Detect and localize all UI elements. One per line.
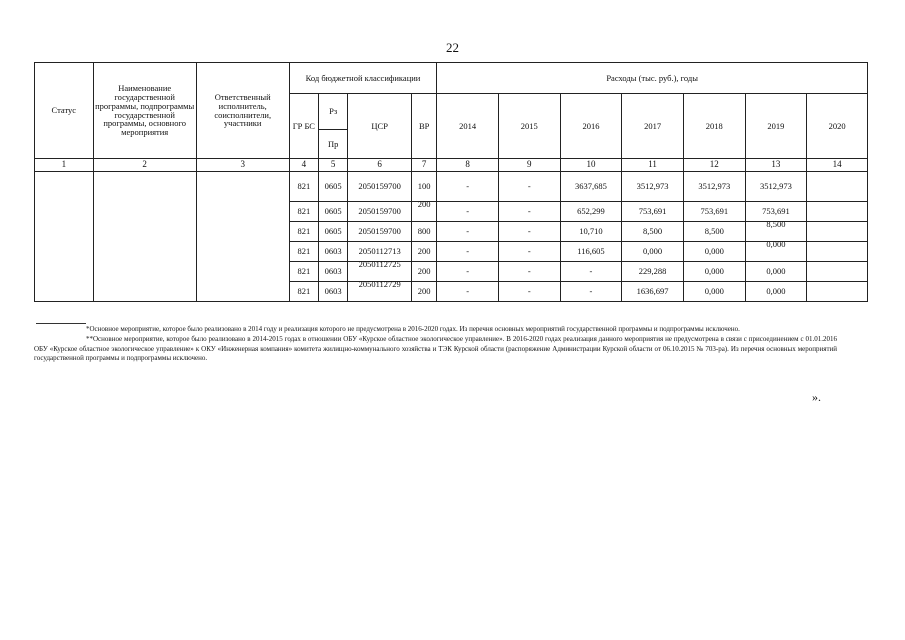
executor-cell (196, 172, 289, 302)
column-number: 11 (622, 159, 684, 172)
value-cell: 3512,973 (745, 172, 807, 202)
header-row-1 (35, 63, 868, 94)
value-cell (807, 222, 868, 242)
value-cell: 116,605 (560, 242, 622, 262)
header-csr: ЦСР (348, 94, 412, 159)
name-cell (93, 172, 196, 302)
grbs-cell: 821 (289, 282, 318, 302)
page-number: 22 (446, 40, 459, 55)
value-cell: - (498, 242, 560, 262)
column-number: 2 (93, 159, 196, 172)
vr-cell: 200 (412, 262, 437, 282)
value-cell: - (560, 282, 622, 302)
csr-value: 2050112729 (358, 279, 401, 290)
value-cell: 753,691 (683, 202, 745, 222)
budget-table (34, 62, 868, 302)
footnote-1: *Основное мероприятие, которое было реализовано в 2014 году и реализация которого не предусмотрена в 2016-2020 годах. Из перечня основных мероприятий государственной программы и подпрограммы исключено. (86, 325, 740, 333)
value-cell: 0,000 (745, 262, 807, 282)
vr-cell: 200 (412, 282, 437, 302)
column-number: 5 (319, 159, 348, 172)
grbs-cell: 821 (289, 262, 318, 282)
value-cell: 0,000 (745, 282, 807, 302)
column-number: 1 (35, 159, 94, 172)
header-year: 2015 (498, 94, 560, 159)
header-grbs: ГР БС (289, 94, 318, 159)
csr-cell: 2050159700 (348, 172, 412, 202)
value-text: 8,500 (766, 219, 786, 230)
header-rz: Рз (319, 94, 348, 130)
column-number: 8 (437, 159, 499, 172)
value-cell: 753,691 (745, 202, 807, 222)
vr-cell: 800 (412, 222, 437, 242)
column-number: 12 (683, 159, 745, 172)
closing-mark: ». (812, 390, 821, 404)
rzpr-cell: 0603 (319, 242, 348, 262)
rzpr-cell: 0603 (319, 262, 348, 282)
rzpr-cell: 0605 (319, 222, 348, 242)
column-number: 7 (412, 159, 437, 172)
value-cell (807, 242, 868, 262)
header-year: 2014 (437, 94, 499, 159)
header-year: 2018 (683, 94, 745, 159)
vr-cell: 100 (412, 172, 437, 202)
csr-value: 2050112725 (358, 259, 401, 270)
value-cell: 10,710 (560, 222, 622, 242)
value-cell: - (437, 282, 499, 302)
value-cell: 0,000 (683, 282, 745, 302)
header-year: 2017 (622, 94, 684, 159)
value-cell: 3512,973 (683, 172, 745, 202)
value-cell (807, 282, 868, 302)
vr-value: 200 (417, 199, 431, 210)
value-cell: 0,000 (683, 242, 745, 262)
header-year: 2016 (560, 94, 622, 159)
value-cell: 0,000 (622, 242, 684, 262)
value-cell: - (437, 222, 499, 242)
value-cell: - (437, 262, 499, 282)
value-cell: 0,000 (683, 262, 745, 282)
column-numbers-row (35, 159, 868, 172)
value-cell: 3637,685 (560, 172, 622, 202)
footnote-2: **Основное мероприятие, которое было реализовано в 2014-2015 годах в отношении ОБУ «Курское областное экологическое управление». В 2016-2020 годах реализация данного мероприятия не предусмотрена в связи с присоединением с 01.01.2016 ОБУ «Курское областное экологическое управление» к ОКУ «Инженерная компания» комитета жилищно-коммунального хозяйства и ТЭК Курской области (распоряжение Администрации Курской области от 06.10.2015 № 703-ра). Из перечня основных мероприятий государственной программы и подпрограммы исключено. (34, 334, 837, 363)
value-cell (745, 239, 807, 262)
grbs-cell: 821 (289, 172, 318, 202)
value-cell (807, 262, 868, 282)
csr-cell: 2050159700 (348, 202, 412, 222)
status-cell (35, 172, 94, 302)
footnote-divider (36, 323, 86, 324)
value-cell: - (498, 222, 560, 242)
value-cell: 8,500 (683, 222, 745, 242)
footnotes (34, 323, 837, 364)
value-cell (807, 172, 868, 202)
value-cell: 652,299 (560, 202, 622, 222)
header-executor: Ответственный исполнитель, соисполнители, участники (196, 63, 289, 159)
value-cell: - (498, 282, 560, 302)
column-number: 4 (289, 159, 318, 172)
column-number: 3 (196, 159, 289, 172)
rzpr-cell: 0605 (319, 202, 348, 222)
header-year: 2019 (745, 94, 807, 159)
column-number: 6 (348, 159, 412, 172)
header-expenses: Расходы (тыс. руб.), годы (437, 63, 868, 94)
value-cell: - (437, 202, 499, 222)
value-cell: - (498, 262, 560, 282)
header-status: Статус (35, 63, 94, 159)
value-cell: - (498, 202, 560, 222)
column-number: 13 (745, 159, 807, 172)
column-number: 10 (560, 159, 622, 172)
header-pr: Пр (319, 130, 348, 159)
csr-cell: 2050112713 (348, 242, 412, 262)
value-cell: 1636,697 (622, 282, 684, 302)
value-cell: - (560, 262, 622, 282)
value-cell: 3512,973 (622, 172, 684, 202)
table-row (35, 172, 868, 202)
value-cell: - (437, 242, 499, 262)
value-cell: - (437, 172, 499, 202)
header-name: Наименование государственной программы, подпрограммы государственной программы, основного мероприятия (93, 63, 196, 159)
value-cell: - (498, 172, 560, 202)
value-cell: 753,691 (622, 202, 684, 222)
column-number: 14 (807, 159, 868, 172)
grbs-cell: 821 (289, 222, 318, 242)
value-cell (807, 202, 868, 222)
column-number: 9 (498, 159, 560, 172)
grbs-cell: 821 (289, 202, 318, 222)
value-text: 0,000 (766, 239, 786, 250)
value-cell: 229,288 (622, 262, 684, 282)
rzpr-cell: 0605 (319, 172, 348, 202)
vr-cell (412, 199, 437, 222)
header-kbk: Код бюджетной классификации (289, 63, 437, 94)
header-year: 2020 (807, 94, 868, 159)
header-vr: ВР (412, 94, 437, 159)
csr-cell: 2050159700 (348, 222, 412, 242)
rzpr-cell: 0603 (319, 282, 348, 302)
value-cell: 8,500 (622, 222, 684, 242)
vr-cell: 200 (412, 242, 437, 262)
csr-cell (348, 279, 412, 302)
grbs-cell: 821 (289, 242, 318, 262)
